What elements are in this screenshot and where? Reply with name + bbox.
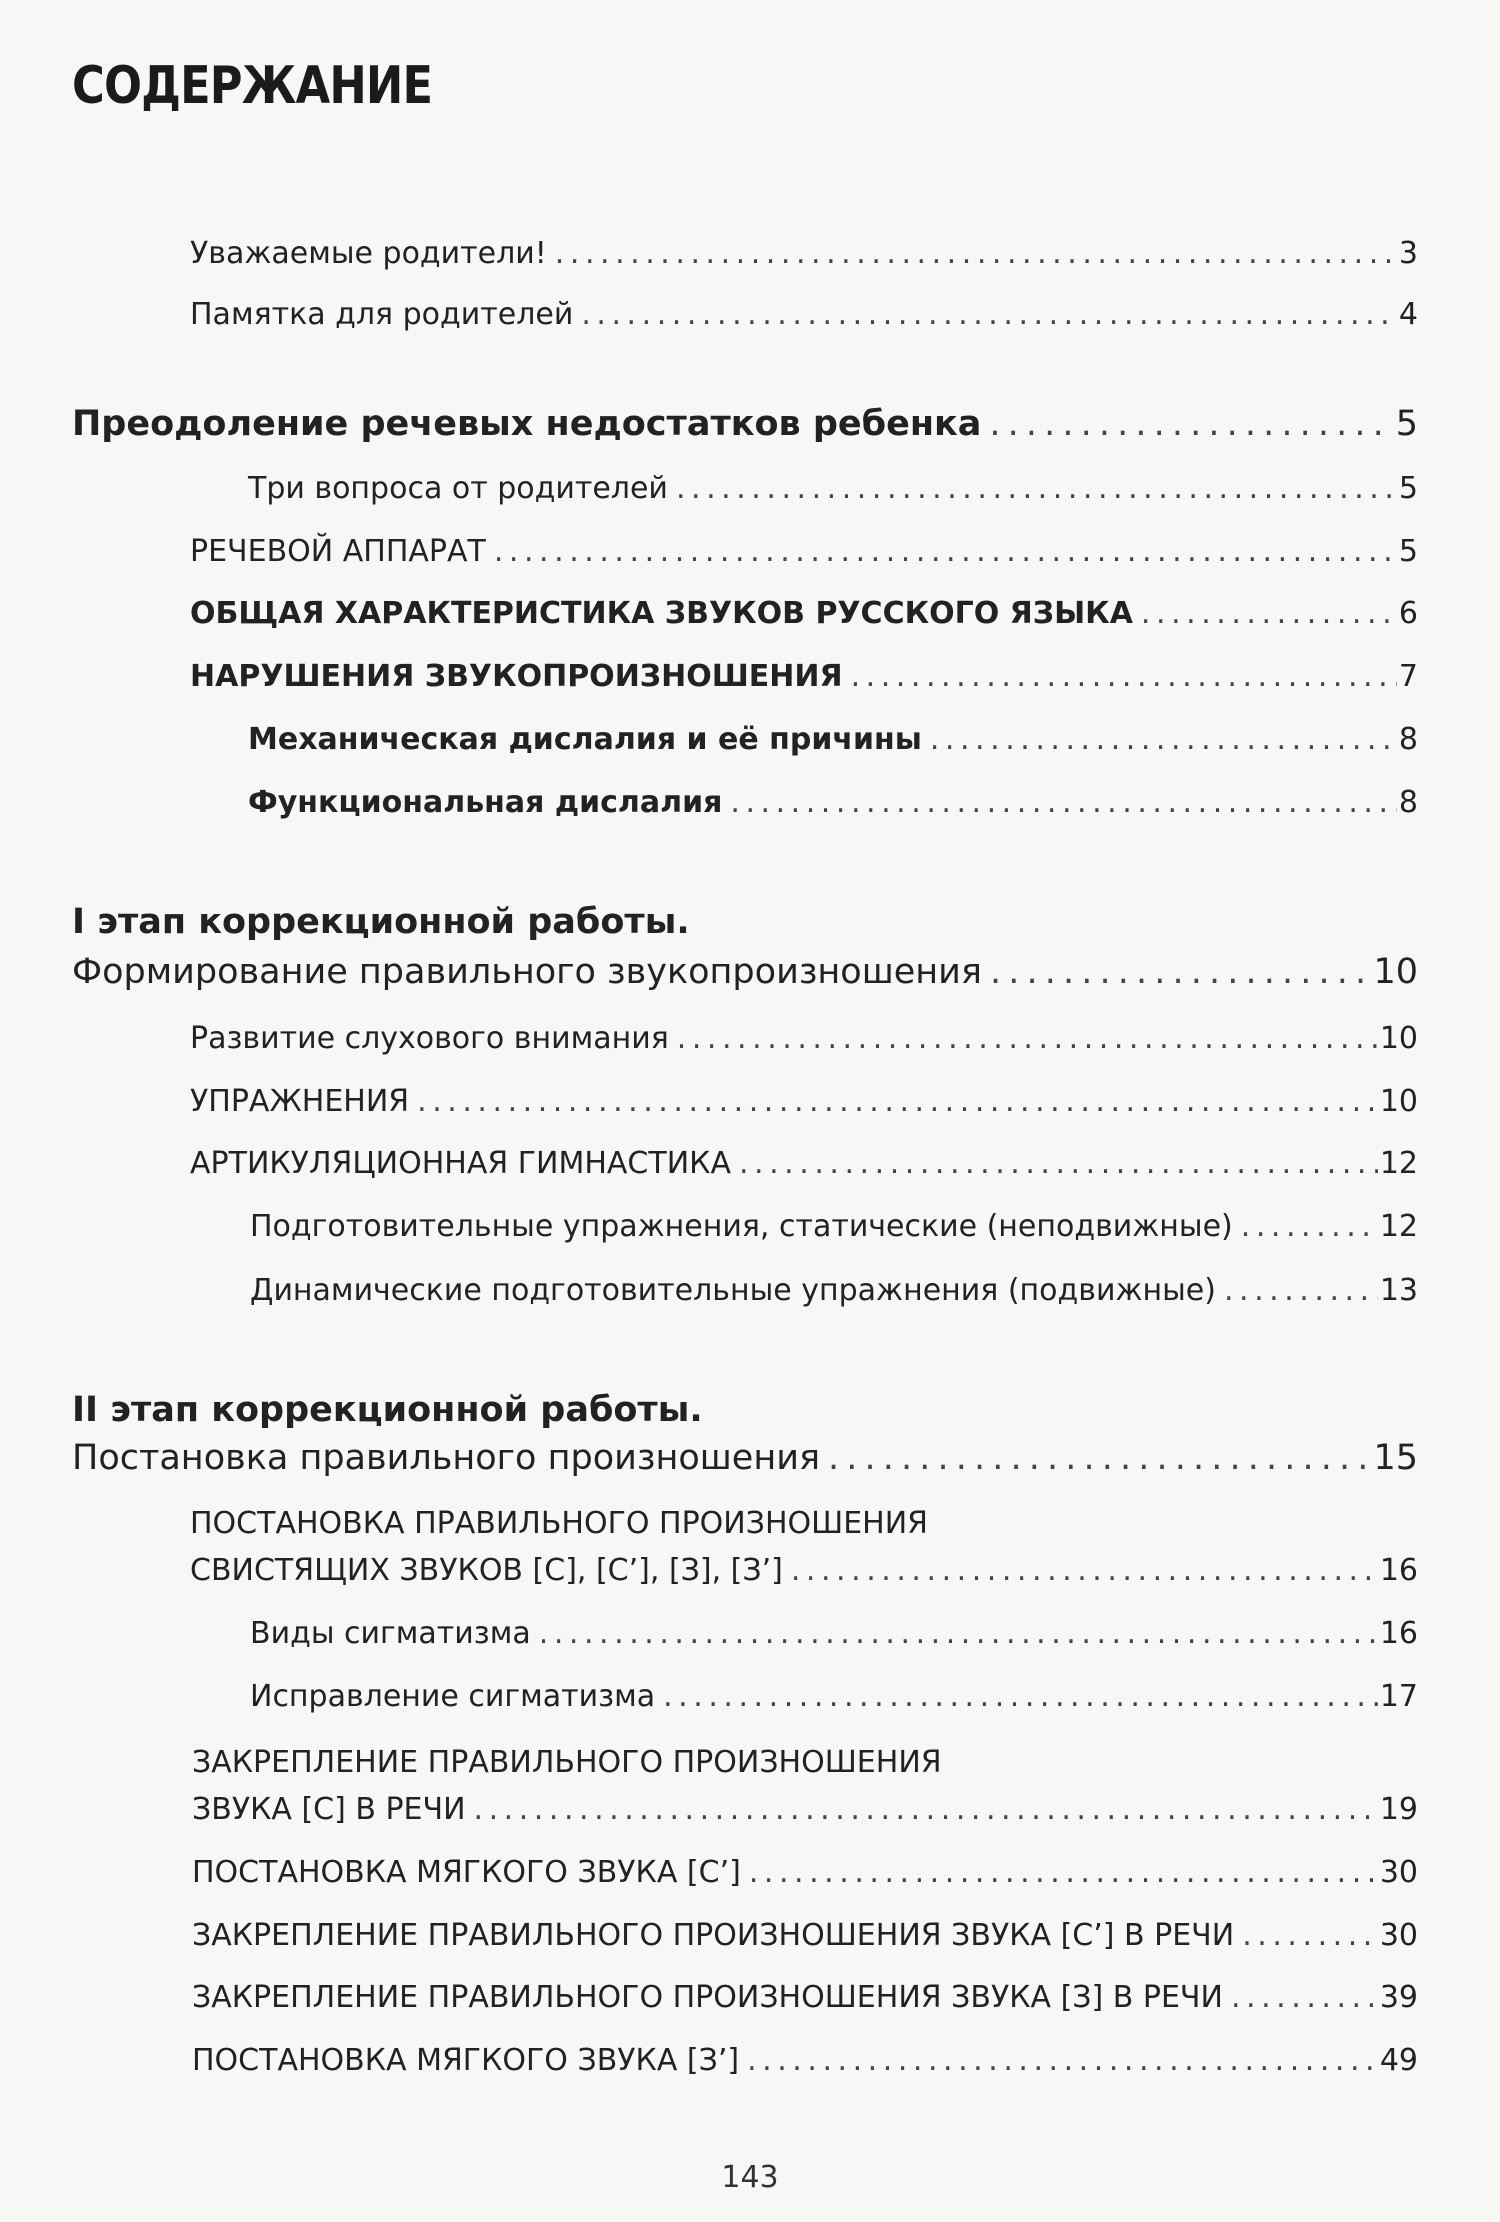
- toc-part-heading: II этап коррекционной работы.: [72, 1390, 703, 1430]
- toc-entry-page: 16: [1379, 1553, 1418, 1588]
- toc-section-entry: [72, 404, 1418, 444]
- toc-entry-page: 3: [1398, 236, 1418, 271]
- toc-entry: [190, 596, 1418, 631]
- leader-dots: [555, 236, 1397, 271]
- leader-dots: [930, 722, 1397, 757]
- toc-entry-page: 10: [1379, 1084, 1418, 1119]
- page-title: СОДЕРЖАНИЕ: [72, 56, 433, 116]
- toc-entry-label: Виды сигматизма: [250, 1616, 531, 1651]
- toc-entry: [190, 1021, 1418, 1056]
- toc-entry-label: Развитие слухового внимания: [190, 1021, 669, 1056]
- toc-entry-page: 8: [1398, 785, 1418, 820]
- leader-dots: [989, 404, 1393, 444]
- toc-entry: [190, 1146, 1418, 1181]
- toc-entry-label: Механическая дислалия и её причины: [248, 722, 922, 757]
- toc-entry-page: 17: [1379, 1679, 1418, 1714]
- page-number: 143: [721, 2160, 779, 2195]
- toc-entry: [250, 1273, 1418, 1308]
- toc-entry: [190, 1553, 1418, 1588]
- toc-entry: [190, 297, 1418, 332]
- toc-entry-page: 16: [1379, 1616, 1418, 1651]
- leader-dots: [676, 471, 1397, 506]
- toc-entry-label: Исправление сигматизма: [250, 1679, 656, 1714]
- toc-entry-label: ПОСТАНОВКА МЯГКОГО ЗВУКА [С’]: [192, 1855, 741, 1890]
- toc-entry: [190, 659, 1418, 694]
- toc-entry: [248, 471, 1418, 506]
- leader-dots: [663, 1679, 1378, 1714]
- toc-entry: [250, 1616, 1418, 1651]
- leader-dots: [851, 659, 1397, 694]
- leader-dots: [730, 785, 1397, 820]
- toc-entry: [190, 1084, 1418, 1119]
- toc-entry: [192, 1855, 1418, 1890]
- leader-dots: [747, 2043, 1378, 2078]
- toc-entry-page: 4: [1398, 297, 1418, 332]
- toc-entry-label: Динамические подготовительные упражнения (подвижные): [250, 1273, 1216, 1308]
- toc-entry-page: 8: [1398, 722, 1418, 757]
- toc-entry-page: 5: [1395, 404, 1418, 444]
- toc-entry: [192, 2043, 1418, 2078]
- toc-entry-page: 19: [1379, 1792, 1418, 1827]
- toc-entry-label: ЗАКРЕПЛЕНИЕ ПРАВИЛЬНОГО ПРОИЗНОШЕНИЯ ЗВУКА [С’] В РЕЧИ: [192, 1918, 1235, 1953]
- toc-entry-page: 6: [1398, 596, 1418, 631]
- leader-dots: [494, 534, 1397, 569]
- leader-dots: [539, 1616, 1378, 1651]
- leader-dots: [749, 1855, 1378, 1890]
- toc-section-entry: [72, 952, 1418, 992]
- toc-entry-line: ПОСТАНОВКА ПРАВИЛЬНОГО ПРОИЗНОШЕНИЯ: [190, 1506, 929, 1541]
- toc-entry: [250, 1679, 1418, 1714]
- leader-dots: [1141, 596, 1397, 631]
- toc-entry-page: 10: [1379, 1021, 1418, 1056]
- toc-entry-page: 12: [1379, 1209, 1418, 1244]
- toc-entry-label: ЗВУКА [С] В РЕЧИ: [192, 1792, 466, 1827]
- leader-dots: [828, 1438, 1371, 1478]
- leader-dots: [1224, 1273, 1378, 1308]
- leader-dots: [1231, 1980, 1378, 2015]
- toc-entry-page: 5: [1398, 534, 1418, 569]
- toc-entry-label: Постановка правильного произношения: [72, 1438, 821, 1478]
- leader-dots: [990, 952, 1371, 992]
- toc-entry-page: 5: [1398, 471, 1418, 506]
- toc-entry-label: Три вопроса от родителей: [248, 471, 668, 506]
- toc-entry-page: 39: [1379, 1980, 1418, 2015]
- leader-dots: [417, 1084, 1378, 1119]
- toc-entry-page: 7: [1398, 659, 1418, 694]
- toc-entry-line: ЗАКРЕПЛЕНИЕ ПРАВИЛЬНОГО ПРОИЗНОШЕНИЯ: [192, 1745, 942, 1780]
- toc-entry: [248, 722, 1418, 757]
- toc-entry-label: Памятка для родителей: [190, 297, 574, 332]
- toc-entry: [190, 236, 1418, 271]
- toc-entry-label: РЕЧЕВОЙ АППАРАТ: [190, 534, 486, 569]
- toc-entry: [190, 534, 1418, 569]
- toc-entry-page: 49: [1379, 2043, 1418, 2078]
- toc-entry: [192, 1980, 1418, 2015]
- toc-entry-label: Уважаемые родители!: [190, 236, 547, 271]
- leader-dots: [474, 1792, 1378, 1827]
- toc-entry-label: Преодоление речевых недостатков ребенка: [72, 404, 982, 444]
- toc-entry: [192, 1918, 1418, 1953]
- leader-dots: [677, 1021, 1378, 1056]
- toc-entry-label: Формирование правильного звукопроизношения: [72, 952, 982, 992]
- toc-entry-page: 10: [1373, 952, 1418, 992]
- toc-entry: [192, 1792, 1418, 1827]
- leader-dots: [1242, 1918, 1378, 1953]
- toc-entry-page: 13: [1379, 1273, 1418, 1308]
- leader-dots: [739, 1146, 1378, 1181]
- leader-dots: [581, 297, 1397, 332]
- toc-entry-label: УПРАЖНЕНИЯ: [190, 1084, 410, 1119]
- toc-section-entry: [72, 1438, 1418, 1478]
- toc-entry-label: СВИСТЯЩИХ ЗВУКОВ [С], [С’], [З], [З’]: [190, 1553, 783, 1588]
- leader-dots: [1241, 1209, 1378, 1244]
- toc-entry-page: 15: [1373, 1438, 1418, 1478]
- toc-entry-label: ОБЩАЯ ХАРАКТЕРИСТИКА ЗВУКОВ РУССКОГО ЯЗЫКА: [190, 596, 1133, 631]
- toc-entry-label: ПОСТАНОВКА МЯГКОГО ЗВУКА [З’]: [192, 2043, 740, 2078]
- toc-entry-page: 30: [1379, 1855, 1418, 1890]
- toc-entry-label: Подготовительные упражнения, статические (неподвижные): [250, 1209, 1233, 1244]
- toc-entry-label: НАРУШЕНИЯ ЗВУКОПРОИЗНОШЕНИЯ: [190, 659, 843, 694]
- toc-entry: [250, 1209, 1418, 1244]
- toc-entry: [248, 785, 1418, 820]
- toc-entry-page: 12: [1379, 1146, 1418, 1181]
- toc-entry-label: Функциональная дислалия: [248, 785, 723, 820]
- toc-entry-label: ЗАКРЕПЛЕНИЕ ПРАВИЛЬНОГО ПРОИЗНОШЕНИЯ ЗВУКА [З] В РЕЧИ: [192, 1980, 1223, 2015]
- toc-entry-page: 30: [1379, 1918, 1418, 1953]
- leader-dots: [791, 1553, 1378, 1588]
- toc-part-heading: I этап коррекционной работы.: [72, 902, 690, 942]
- toc-entry-label: АРТИКУЛЯЦИОННАЯ ГИМНАСТИКА: [190, 1146, 731, 1181]
